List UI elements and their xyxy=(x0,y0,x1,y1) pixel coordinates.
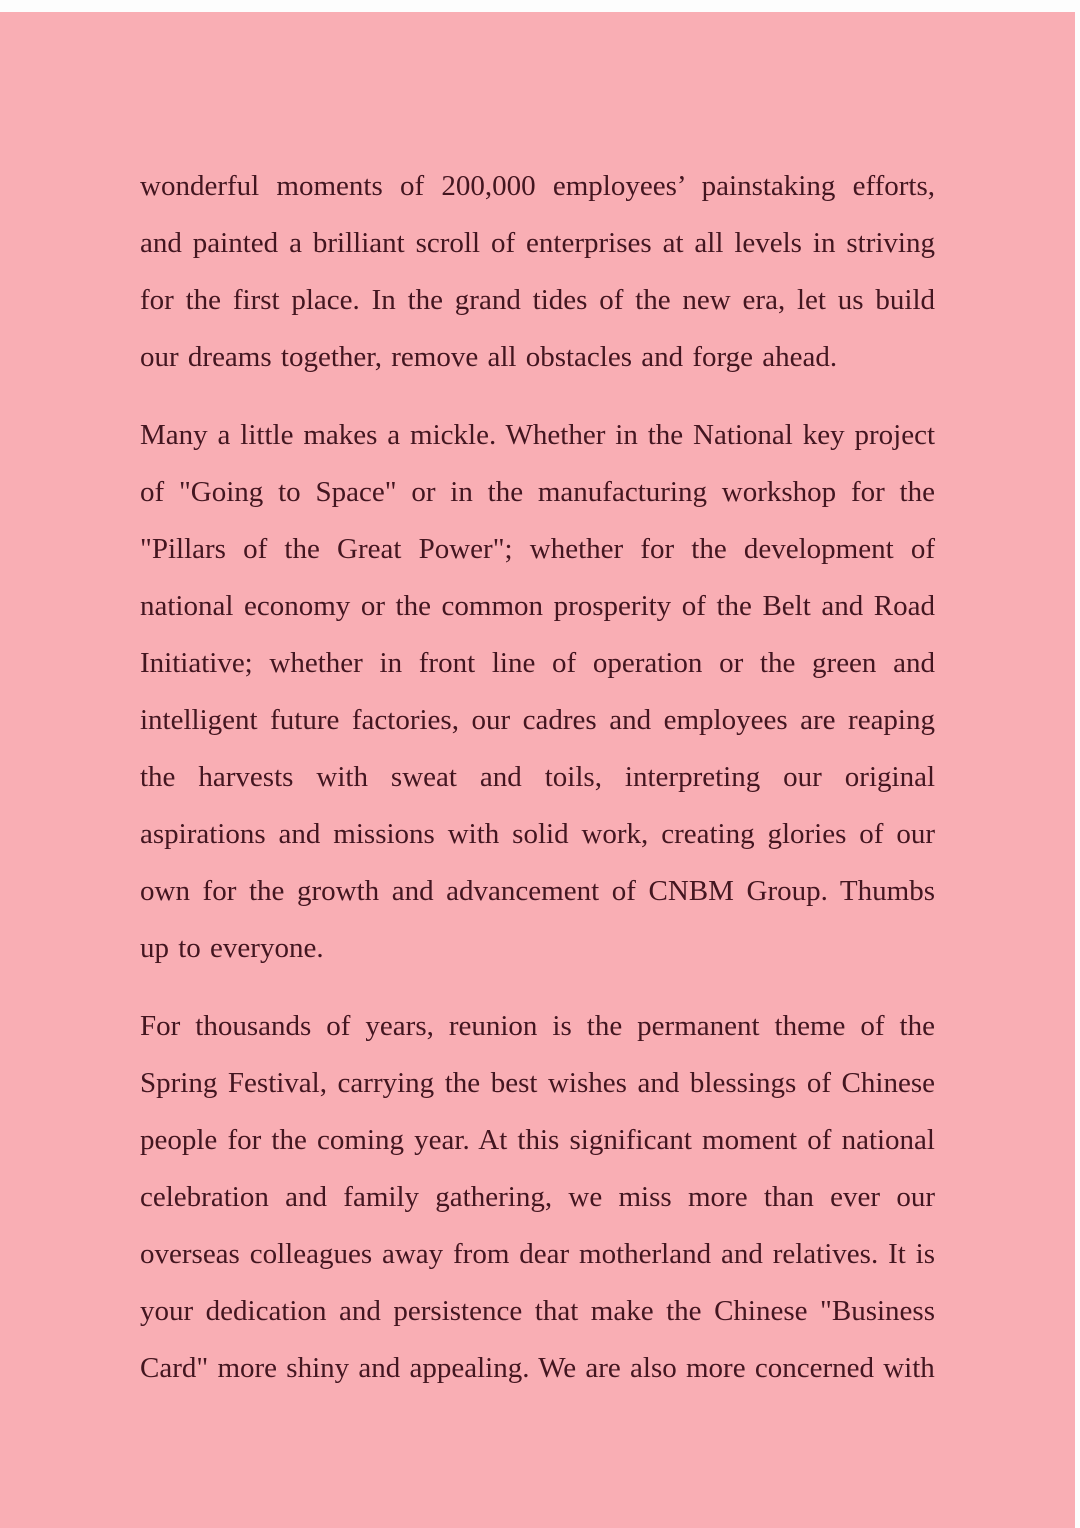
letter-body xyxy=(140,158,935,1397)
paragraph-many-a-little: Many a little makes a mickle. Whether in the National key project of "Going to Space" or in the manufacturing workshop for the "Pillars of the Great Power"; whether for the development of national economy or the common prosperity of the Belt and Road Initiative; whether in front line of operation or the green and intelligent future factories, our cadres and employees are reaping the harvests with sweat and toils, interpreting our original aspirations and missions with solid work, creating glories of our own for the growth and advancement of CNBM Group. Thumbs up to everyone. xyxy=(140,419,935,964)
paragraph-spring-festival: For thousands of years, reunion is the permanent theme of the Spring Festival, carrying the best wishes and blessings of Chinese people for the coming year. At this significant moment of national celebration and family gathering, we miss more than ever our overseas colleagues away from dear motherland and relatives. It is your dedication and persistence that make the Chinese "Business Card" more shiny and appealing. We are also more concerned with xyxy=(140,1010,935,1384)
paragraph-efforts: wonderful moments of 200,000 employees’ painstaking efforts, and painted a brilliant scroll of enterprises at all levels in striving for the first place. In the grand tides of the new era, let us build our dreams together, remove all obstacles and forge ahead. xyxy=(140,170,935,373)
pink-letter-page xyxy=(0,12,1075,1528)
